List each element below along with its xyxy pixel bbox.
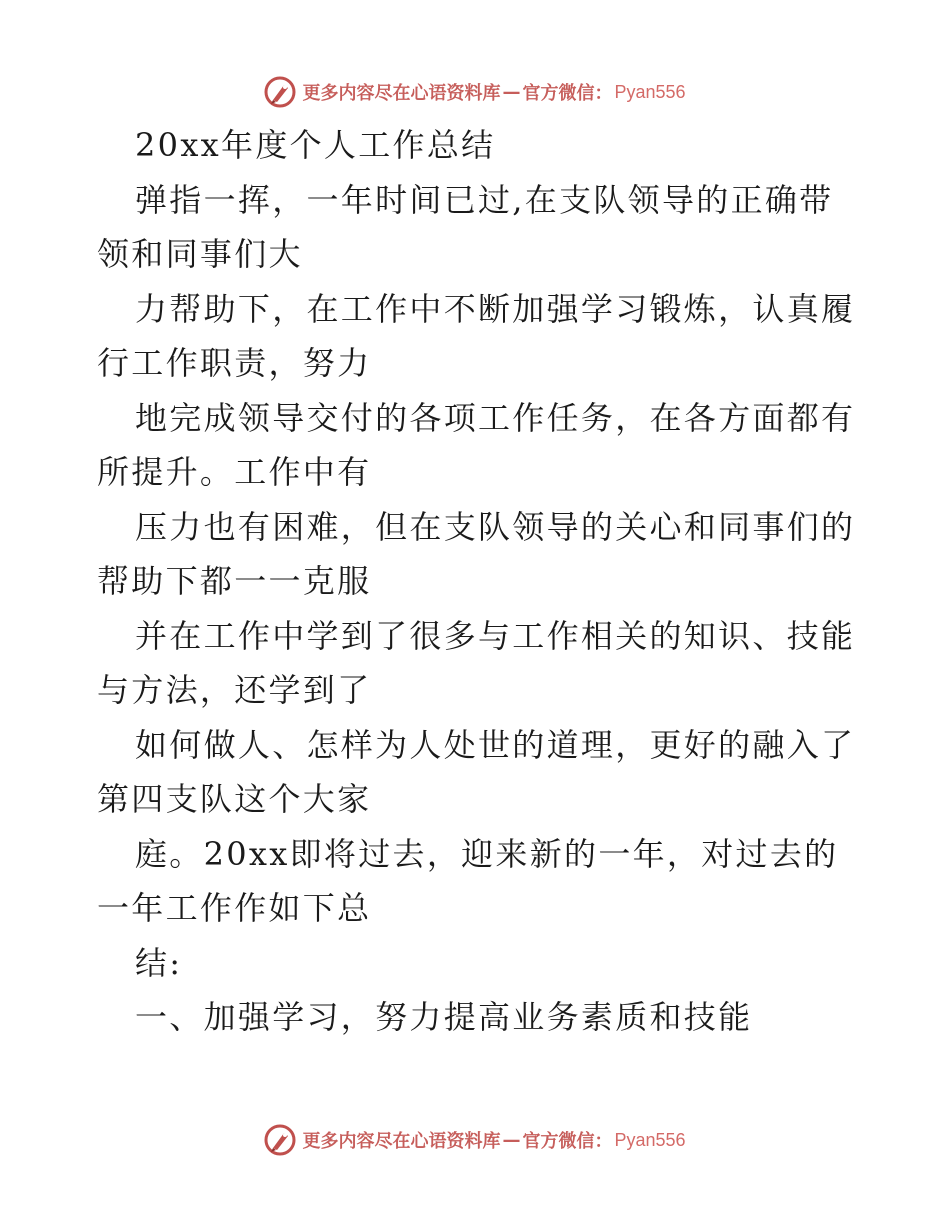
text-line: 所提升。工作中有 — [97, 453, 372, 491]
banner-brand-text: 更多内容尽在心语资料库 — [302, 1131, 501, 1152]
text-line: 一、加强学习，努力提高业务素质和技能 — [135, 998, 753, 1036]
text-line: 弹指一挥，一年时间已过,在支队领导的正确带 — [135, 180, 834, 219]
header-banner — [0, 72, 950, 112]
text-line: 并在工作中学到了很多与工作相关的知识、技能 — [135, 616, 856, 655]
banner-dash: — — [502, 81, 521, 103]
text-line: 庭。20xx即将过去，迎来新的一年，对过去的 — [135, 834, 839, 873]
footer-banner — [0, 1120, 950, 1160]
document-title: 20xx年度个人工作总结 — [135, 126, 496, 164]
banner-wechat-id: Pyan556 — [614, 1129, 686, 1150]
text-line: 压力也有困难，但在支队领导的关心和同事们的 — [135, 507, 856, 546]
text-line: 结: — [135, 943, 183, 982]
text-line: 力帮助下，在工作中不断加强学习锻炼，认真履 — [135, 289, 856, 328]
banner-wechat-id: Pyan556 — [614, 81, 686, 102]
text-line: 帮助下都一一克服 — [97, 562, 372, 600]
quill-pen-logo-icon — [264, 1124, 296, 1156]
document-body — [97, 118, 857, 1045]
banner-dash: — — [502, 1129, 521, 1151]
text-line: 与方法，还学到了 — [97, 671, 372, 709]
banner-brand-text: 更多内容尽在心语资料库 — [302, 83, 501, 104]
text-line: 第四支队这个大家 — [97, 780, 372, 818]
text-line: 如何做人、怎样为人处世的道理，更好的融入了 — [135, 725, 856, 764]
text-line: 地完成领导交付的各项工作任务，在各方面都有 — [135, 398, 856, 437]
banner-wechat-label: 官方微信： — [522, 1131, 613, 1152]
quill-pen-logo-icon — [264, 76, 296, 108]
text-line: 一年工作作如下总 — [97, 889, 372, 927]
text-line: 领和同事们大 — [97, 235, 303, 273]
banner-wechat-label: 官方微信： — [522, 83, 613, 104]
text-line: 行工作职责，努力 — [97, 344, 372, 382]
